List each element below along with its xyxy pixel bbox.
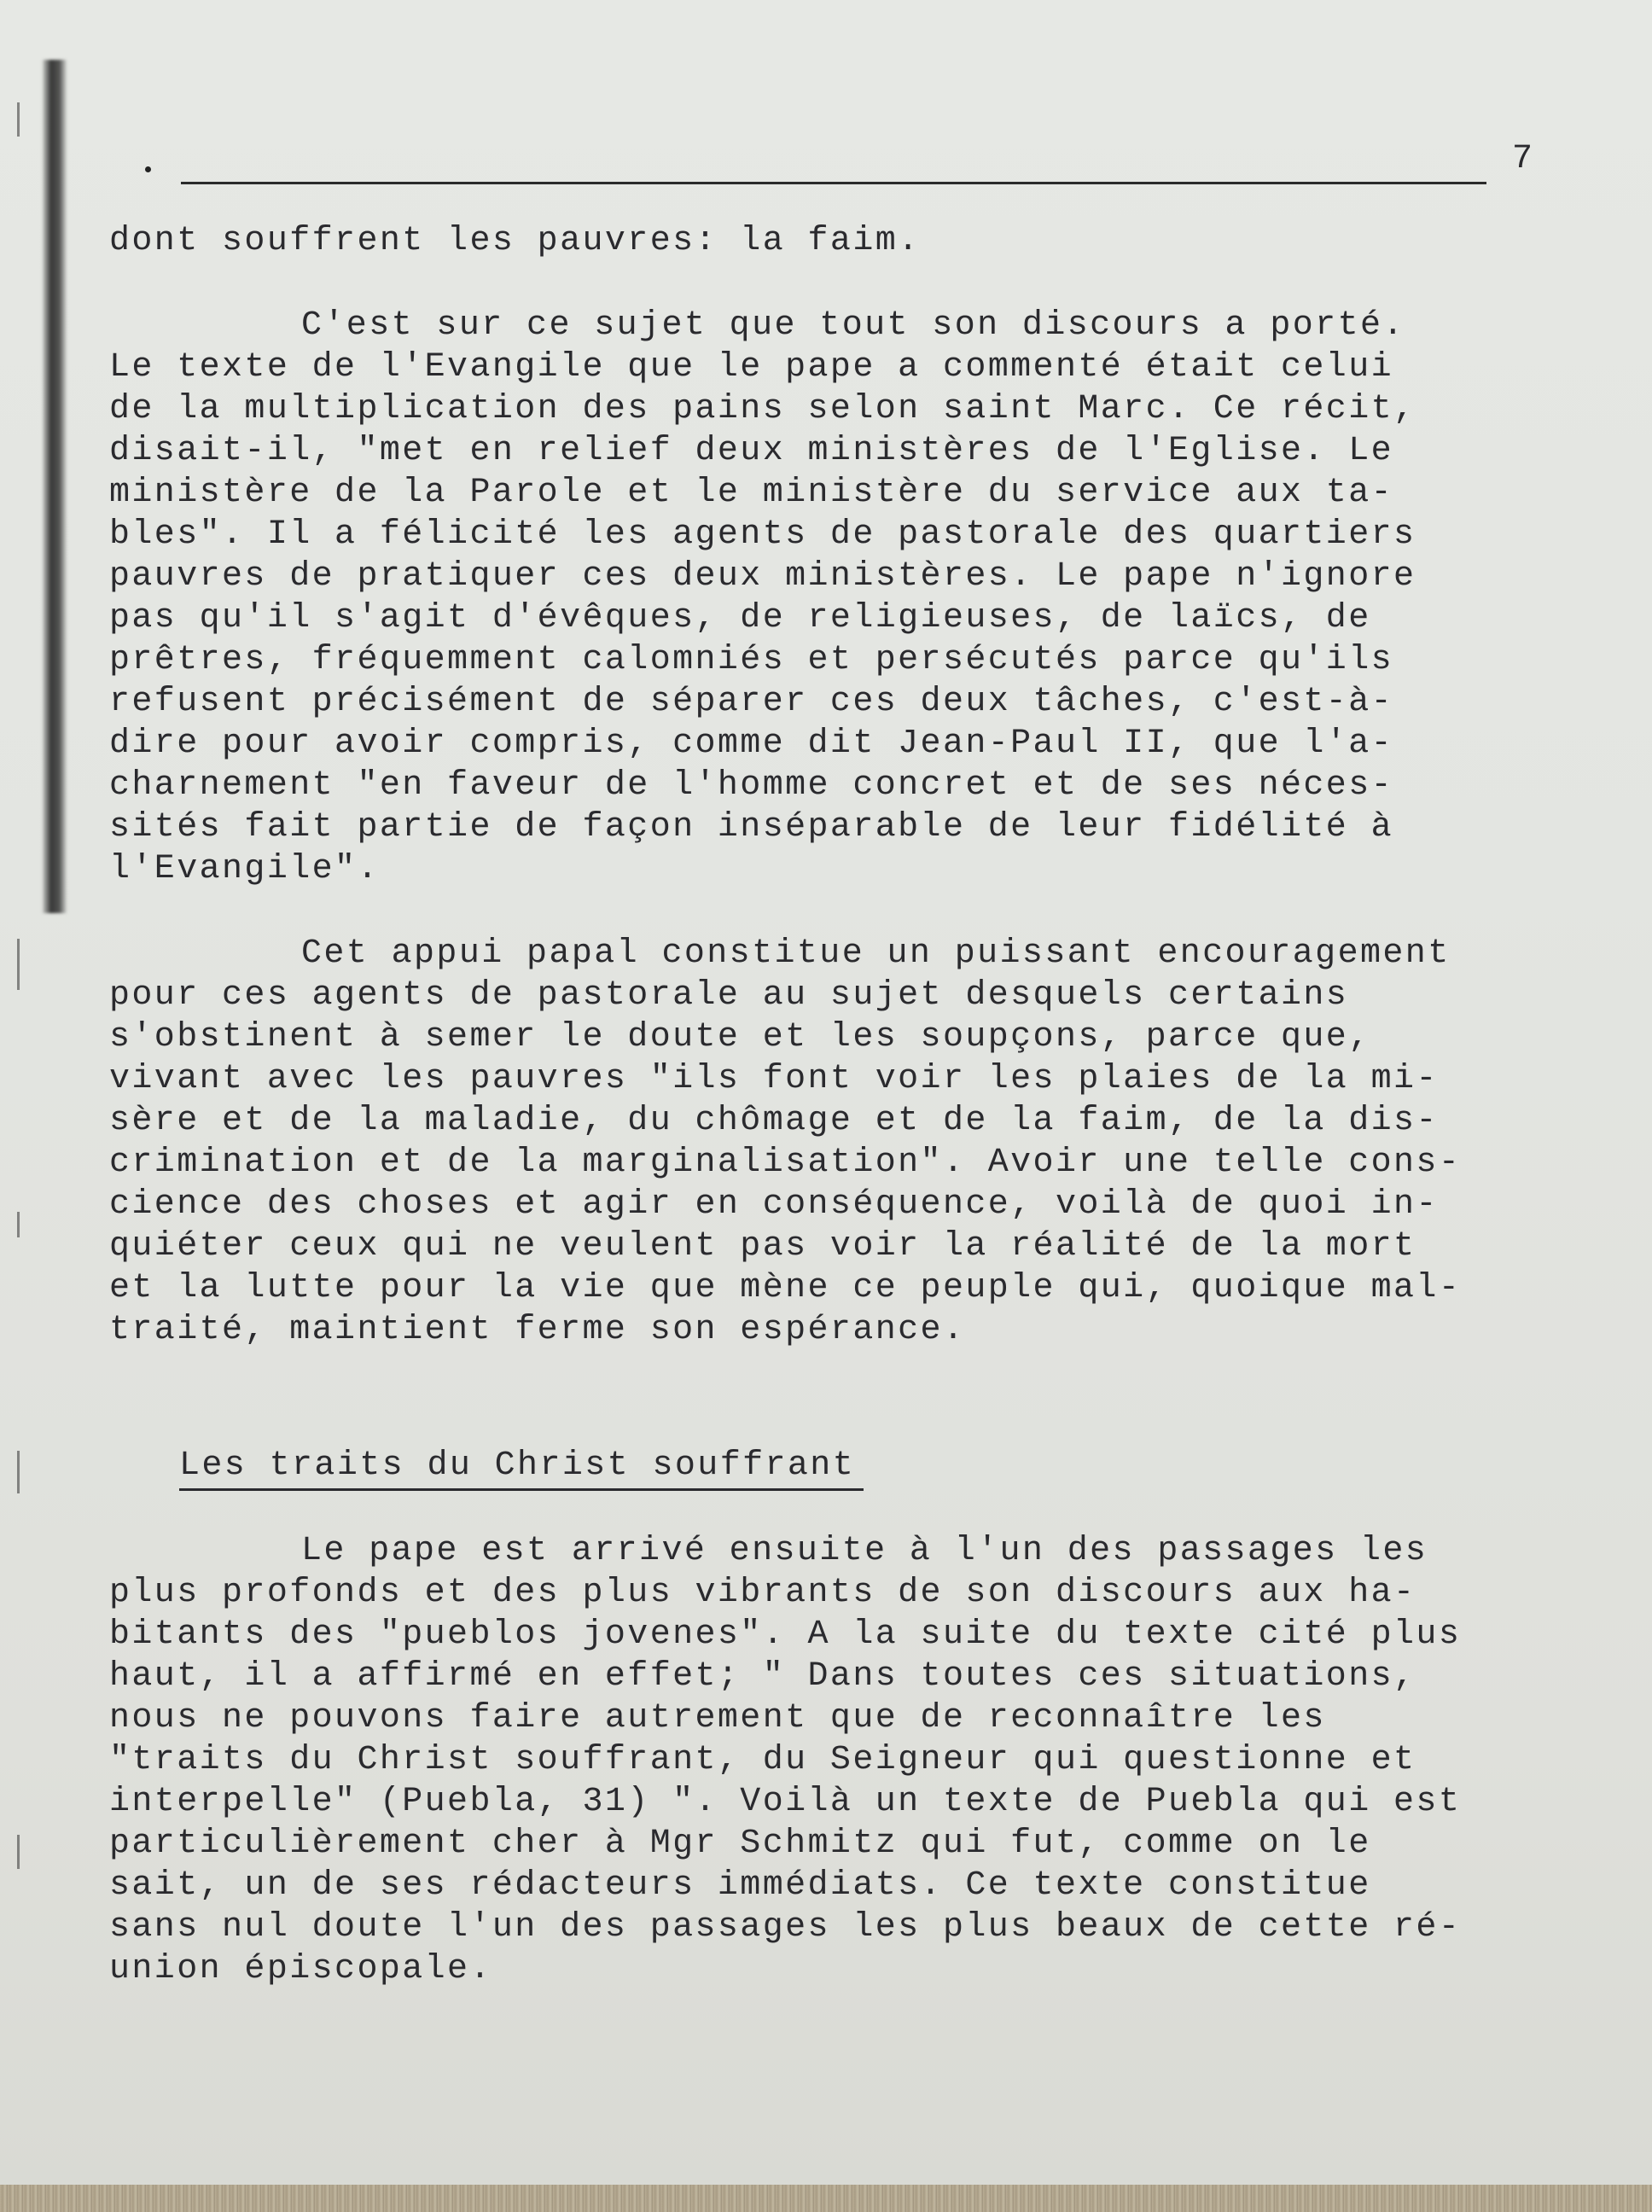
text-line: nous ne pouvons faire autrement que de reconnaître les: [109, 1699, 1326, 1738]
text-line: pour ces agents de pastorale au sujet desquels certains: [109, 976, 1349, 1015]
text-line: Le texte de l'Evangile que le pape a commenté était celui: [109, 348, 1394, 387]
text-line: pas qu'il s'agit d'évêques, de religieuses, de laïcs, de: [109, 599, 1371, 637]
text-line: haut, il a affirmé en effet; " Dans toutes ces situations,: [109, 1657, 1416, 1696]
text-line: "traits du Christ souffrant, du Seigneur qui questionne et: [109, 1741, 1416, 1779]
text-line: sans nul doute l'un des passages les plus beaux de cette ré-: [109, 1908, 1462, 1947]
text-line: particulièrement cher à Mgr Schmitz qui fut, comme on le: [109, 1825, 1371, 1863]
text-line: s'obstinent à semer le doute et les soupçons, parce que,: [109, 1018, 1371, 1057]
copy-margin-shadow: [43, 60, 67, 913]
text-line: bitants des "pueblos jovenes". A la suite du texte cité plus: [109, 1615, 1462, 1654]
table-surface: [0, 2185, 1652, 2212]
margin-speck: [17, 939, 20, 990]
text-line: Le pape est arrivé ensuite à l'un des passages les: [301, 1532, 1428, 1570]
margin-speck: [17, 1835, 20, 1869]
text-line: quiéter ceux qui ne veulent pas voir la réalité de la mort: [109, 1227, 1416, 1266]
text-line: l'Evangile".: [109, 850, 380, 888]
text-line: cience des choses et agir en conséquence, voilà de quoi in-: [109, 1185, 1439, 1224]
text-line: dont souffrent les pauvres: la faim.: [109, 222, 921, 260]
text-line: sère et de la maladie, du chômage et de la faim, de la dis-: [109, 1102, 1439, 1140]
text-line: crimination et de la marginalisation". Avoir une telle cons-: [109, 1144, 1462, 1182]
text-line: traité, maintient ferme son espérance.: [109, 1311, 966, 1349]
page-number: 7: [1512, 140, 1534, 178]
text-line: C'est sur ce sujet que tout son discours a porté.: [301, 306, 1405, 345]
margin-speck: [17, 1451, 20, 1493]
text-line: plus profonds et des plus vibrants de son discours aux ha-: [109, 1574, 1416, 1612]
text-line: et la lutte pour la vie que mène ce peuple qui, quoique mal-: [109, 1269, 1462, 1307]
section-heading-text: Les traits du Christ souffrant: [179, 1447, 864, 1491]
header-dot: [145, 166, 151, 172]
text-line: dire pour avoir compris, comme dit Jean-Paul II, que l'a-: [109, 725, 1394, 763]
text-line: charnement "en faveur de l'homme concret et de ses néces-: [109, 766, 1394, 805]
text-line: Cet appui papal constitue un puissant encouragement: [301, 934, 1451, 973]
margin-speck: [17, 1212, 20, 1237]
text-line: de la multiplication des pains selon saint Marc. Ce récit,: [109, 390, 1416, 428]
text-line: bles". Il a félicité les agents de pastorale des quartiers: [109, 515, 1416, 554]
text-line: prêtres, fréquemment calomniés et persécutés parce qu'ils: [109, 641, 1394, 679]
body-text: [109, 220, 1611, 1990]
text-line: union épiscopale.: [109, 1950, 492, 1988]
text-line: sités fait partie de façon inséparable de leur fidélité à: [109, 808, 1394, 847]
text-line: ministère de la Parole et le ministère du service aux ta-: [109, 474, 1394, 512]
section-heading: [109, 1445, 1611, 1496]
text-line: vivant avec les pauvres "ils font voir les plaies de la mi-: [109, 1060, 1439, 1098]
text-line: refusent précisément de séparer ces deux tâches, c'est-à-: [109, 683, 1394, 721]
text-line: interpelle" (Puebla, 31) ". Voilà un texte de Puebla qui est: [109, 1783, 1462, 1821]
margin-speck: [17, 102, 20, 137]
text-line: disait-il, "met en relief deux ministères de l'Eglise. Le: [109, 432, 1394, 470]
text-line: sait, un de ses rédacteurs immédiats. Ce texte constitue: [109, 1866, 1371, 1905]
header-rule: [181, 182, 1486, 184]
text-line: pauvres de pratiquer ces deux ministères. Le pape n'ignore: [109, 557, 1416, 596]
